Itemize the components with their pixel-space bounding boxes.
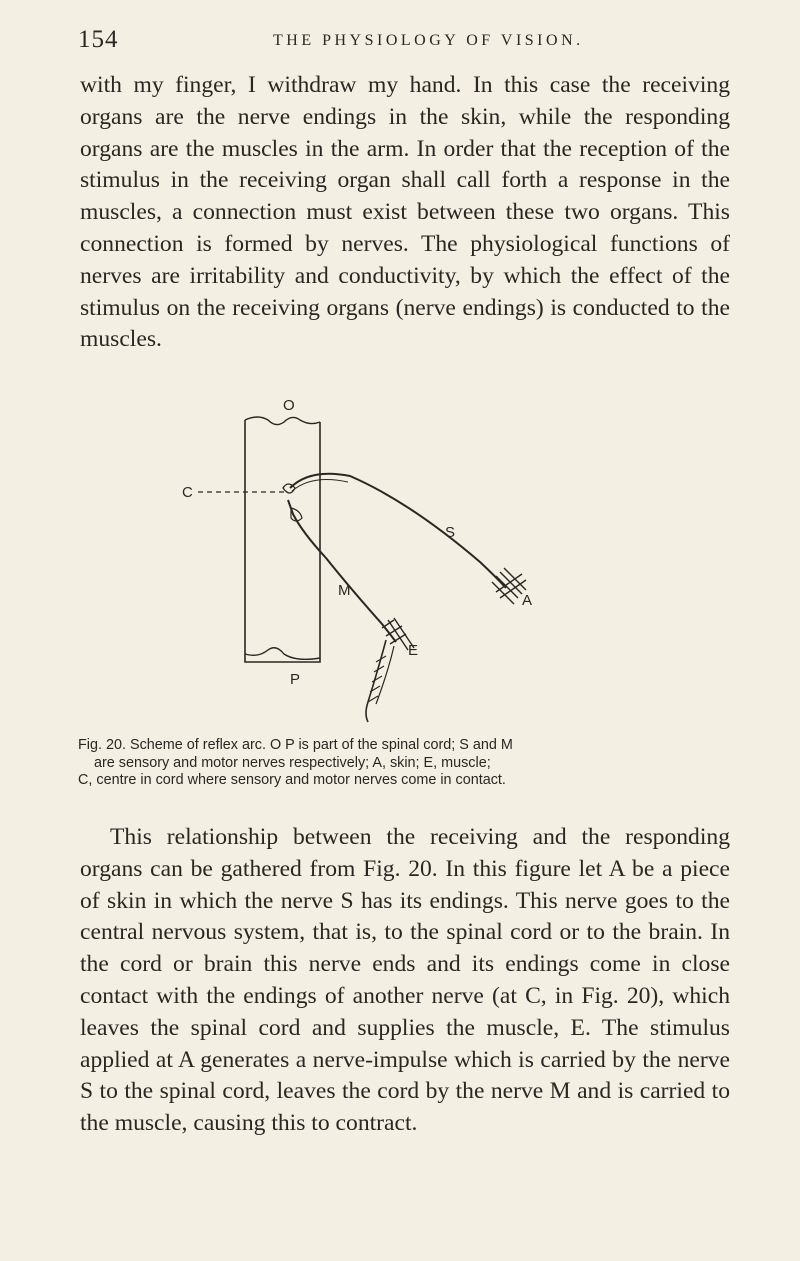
- caption-line-3: C, centre in cord where sensory and motor nerves come in contact.: [78, 772, 506, 788]
- paragraph-1: with my finger, I withdraw my hand. In this case the receiving organs are the nerve endings in the skin, while the responding organs are the muscles in the arm. In order that the reception of the stimulus in the receiving organ shall call forth a response in the muscles, a connection must exist between these two organs. This connection is formed by nerves. The physiological functions of nerves are irritability and conductivity, by which the effect of the stimulus on the receiving organs (nerve endings) is conducted to the muscles.: [80, 72, 730, 353]
- reflex-arc-diagram: [150, 392, 650, 737]
- label-o: O: [283, 397, 295, 414]
- running-head: [78, 26, 728, 58]
- skin-endings: [492, 568, 526, 604]
- spinal-cord-bottom-edge: [245, 648, 320, 660]
- spinal-cord-top-edge: [245, 417, 320, 425]
- figure-caption: [78, 737, 743, 790]
- caption-line-2: are sensory and motor nerves respectively; A, skin; E, muscle;: [94, 754, 491, 771]
- label-e: E: [408, 642, 419, 659]
- label-s: S: [445, 524, 456, 541]
- paragraph-2: This relationship between the receiving and the responding organs can be gathered from Fig. 20. In this figure let A be a piece of skin in which the nerve S has its endings. This nerve goes to the central nervous system, that is, to the spinal cord or to the brain. In the cord or brain this nerve ends and its endings come in close contact with the endings of another nerve (at C, in Fig. 20), which leaves the spinal cord and supplies the muscle, E. The stimulus applied at A generates a nerve-impulse which is carried by the nerve S to the spinal cord, leaves the cord by the nerve M and is carried to the muscle, causing this to contract.: [80, 824, 730, 1137]
- sensory-nerve: [290, 474, 506, 588]
- muscle-body: [366, 640, 386, 722]
- reflex-arc-figure: [150, 392, 650, 737]
- motor-nerve: [288, 500, 396, 642]
- page-number: 154: [78, 26, 119, 53]
- label-a: A: [522, 592, 533, 609]
- caption-line-1: Fig. 20. Scheme of reflex arc. O P is part of the spinal cord; S and M: [78, 737, 513, 753]
- spinal-cord-outline: [245, 420, 320, 662]
- label-c: C: [182, 484, 193, 501]
- label-p: P: [290, 671, 301, 688]
- running-title: THE PHYSIOLOGY OF VISION.: [273, 32, 584, 49]
- muscle-body-inner: [376, 646, 394, 704]
- label-m: M: [338, 582, 351, 599]
